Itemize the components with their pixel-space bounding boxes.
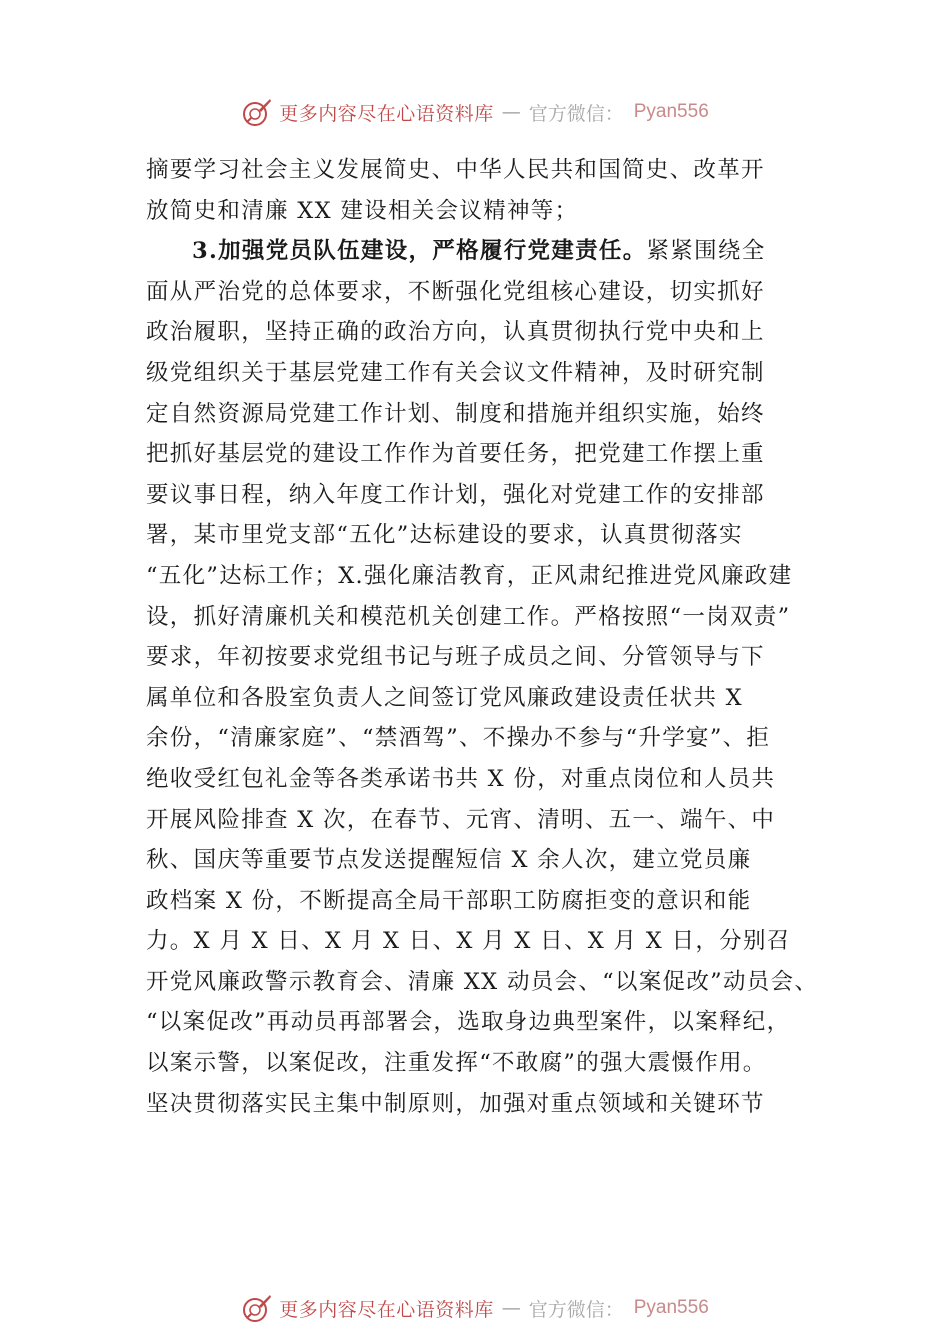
brand-banner: [241, 1292, 709, 1324]
text-line: 属单位和各股室负责人之间签订党风廉政建设责任状共 X: [146, 684, 743, 711]
section-heading-line: [146, 231, 816, 272]
brand-dash: —: [501, 101, 521, 123]
wechat-label: 官方微信：: [528, 1298, 624, 1321]
page-header: [0, 94, 950, 130]
text-line: 力。X 月 X 日、X 月 X 日、X 月 X 日、X 月 X 日，分别召: [146, 928, 791, 955]
wechat-id: Pyan556: [633, 101, 709, 122]
text-line: 政治履职，坚持正确的政治方向，认真贯彻执行党中央和上: [146, 319, 765, 346]
brand-text: 更多内容尽在心语资料库: [279, 1298, 494, 1321]
text-line: 放简史和清廉 XX 建设相关会议精神等；: [146, 197, 579, 224]
text-line: 级党组织关于基层党建工作有关会议文件精神，及时研究制: [146, 359, 765, 386]
wechat-label: 官方微信：: [528, 102, 624, 125]
text-line: 面从严治党的总体要求，不断强化党组核心建设，切实抓好: [146, 278, 765, 305]
text-line: 开展风险排查 X 次，在春节、元宵、清明、五一、端午、中: [146, 806, 776, 833]
section-heading: 3.加强党员队伍建设，严格履行党建责任。: [192, 238, 647, 265]
text-line: 署，某市里党支部“五化”达标建设的要求，认真贯彻落实: [146, 522, 743, 549]
page-footer: [0, 1290, 950, 1326]
heading-continuation: 紧紧围绕全: [646, 238, 766, 265]
text-line: 余份，“清廉家庭”、“禁酒驾”、不操办不参与“升学宴”、拒: [146, 725, 771, 752]
text-line: “以案促改”再动员再部署会，选取身边典型案件，以案释纪，: [146, 1009, 791, 1036]
text-line: 把抓好基层党的建设工作作为首要任务，把党建工作摆上重: [146, 441, 765, 468]
text-line: 政档案 X 份，不断提高全局干部职工防腐拒变的意识和能: [146, 887, 752, 914]
document-body: [146, 150, 819, 1124]
text-line: “五化”达标工作；X.强化廉洁教育，正风肃纪推进党风廉政建: [146, 562, 793, 589]
text-line: 开党风廉政警示教育会、清廉 XX 动员会、“以案促改”动员会、: [146, 968, 819, 995]
quill-logo-icon: [241, 1292, 273, 1324]
text-line: 摘要学习社会主义发展简史、中华人民共和国简史、改革开: [146, 157, 765, 183]
brand-text: 更多内容尽在心语资料库: [279, 102, 494, 125]
text-line: 坚决贯彻落实民主集中制原则，加强对重点领域和关键环节: [146, 1090, 765, 1117]
brand-banner: [241, 96, 709, 128]
brand-dash: —: [501, 1297, 521, 1319]
wechat-id: Pyan556: [633, 1297, 709, 1318]
text-line: 定自然资源局党建工作计划、制度和措施并组织实施，始终: [146, 400, 765, 427]
text-line: 绝收受红包礼金等各类承诺书共 X 份，对重点岗位和人员共: [146, 765, 776, 792]
quill-logo-icon: [241, 96, 273, 128]
text-line: 秋、国庆等重要节点发送提醒短信 X 余人次，建立党员廉: [146, 847, 752, 874]
text-line: 以案示警，以案促改，注重发挥“不敢腐”的强大震慑作用。: [146, 1050, 767, 1077]
text-line: 设，抓好清廉机关和模范机关创建工作。严格按照“一岗双责”: [146, 603, 791, 630]
text-line: 要议事日程，纳入年度工作计划，强化对党建工作的安排部: [146, 481, 765, 508]
text-line: 要求，年初按要求党组书记与班子成员之间、分管领导与下: [146, 644, 765, 671]
